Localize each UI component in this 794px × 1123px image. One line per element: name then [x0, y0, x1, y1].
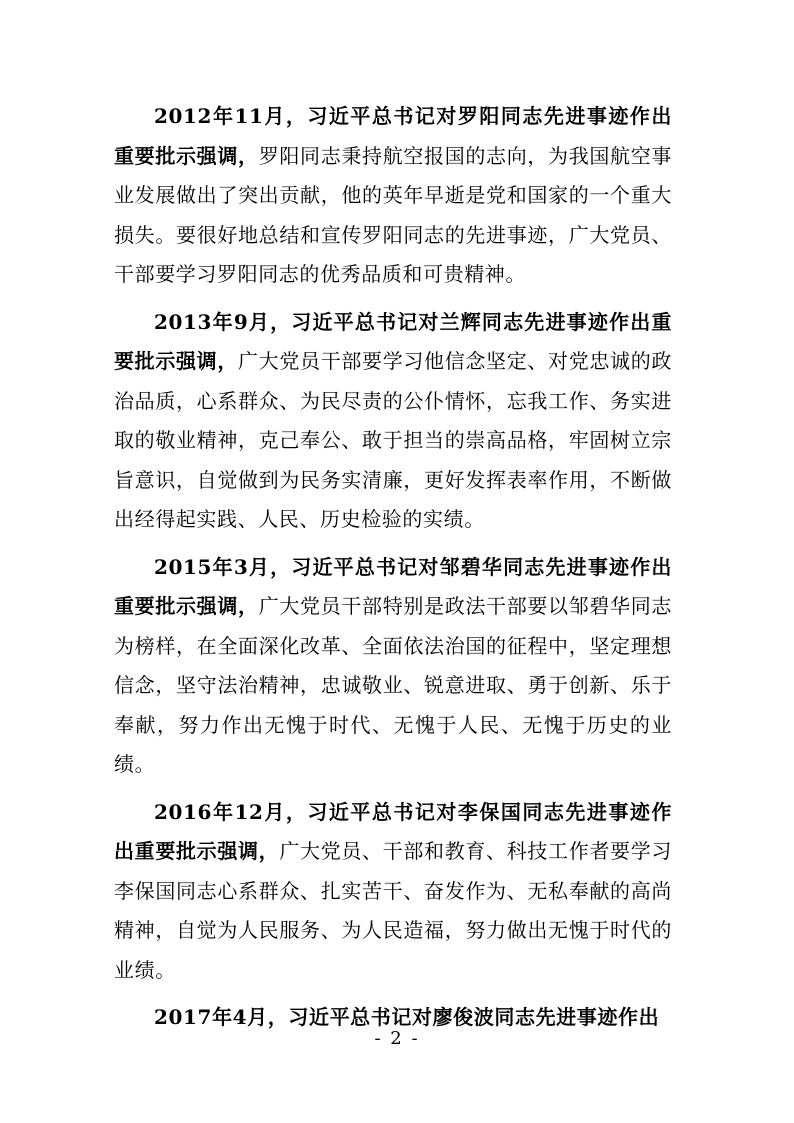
paragraph-2012-luoyang — [114, 97, 672, 295]
paragraph-2013-lanhui — [114, 303, 672, 540]
paragraph-text: 罗阳同志秉持航空报国的志向，为我国航空事业发展做出了突出贡献，他的英年早逝是党和国家的一个重大损失。要很好地总结和宣传罗阳同志的先进事迹，广大党员、干部要学习罗阳同志的优秀品质和可贵精神。 — [114, 143, 673, 286]
paragraph-lead: 2017年4月，习近平总书记对廖俊波同志先进事迹作出 — [154, 1005, 660, 1029]
paragraph-text: 广大党员干部要学习他信念坚定、对党忠诚的政治品质，心系群众、为民尽责的公仆情怀，忘我工作、务实进取的敬业精神，克己奉公、敢于担当的崇高品格，牢固树立宗旨意识，自觉做到为民务实清廉，更好发挥表率作用，不断做出经得起实践、人民、历史检验的实绩。 — [114, 349, 672, 531]
paragraph-text: 广大党员干部特别是政法干部要以邹碧华同志为榜样，在全面深化改革、全面依法治国的征程中，坚定理想信念，坚守法治精神，忠诚敬业、锐意进取、勇于创新、乐于奉献，努力作出无愧于时代、无愧于人民、无愧于历史的业绩。 — [114, 594, 673, 776]
paragraph-text: 广大党员、干部和教育、科技工作者要学习李保国同志心系群众、扎实苦干、奋发作为、无私奉献的高尚精神，自觉为人民服务、为人民造福，努力做出无愧于时代的业绩。 — [114, 839, 672, 982]
paragraph-lead: 2016年12月，习近平总书记对李保国同志先进事迹作出重要批示强调， — [114, 799, 672, 863]
paragraph-lead: 2012年11月，习近平总书记对罗阳同志先进事迹作出重要批示强调， — [114, 104, 672, 168]
page-number: - 2 - — [374, 1028, 420, 1049]
paragraph-2015-zoubihua — [114, 548, 672, 785]
paragraph-lead: 2013年9月，习近平总书记对兰辉同志先进事迹作出重要批示强调， — [114, 309, 672, 373]
paragraph-2016-libaoguo — [114, 793, 672, 991]
paragraph-lead: 2015年3月，习近平总书记对邹碧华同志先进事迹作出重要批示强调， — [114, 554, 672, 618]
document-body — [114, 97, 672, 1046]
